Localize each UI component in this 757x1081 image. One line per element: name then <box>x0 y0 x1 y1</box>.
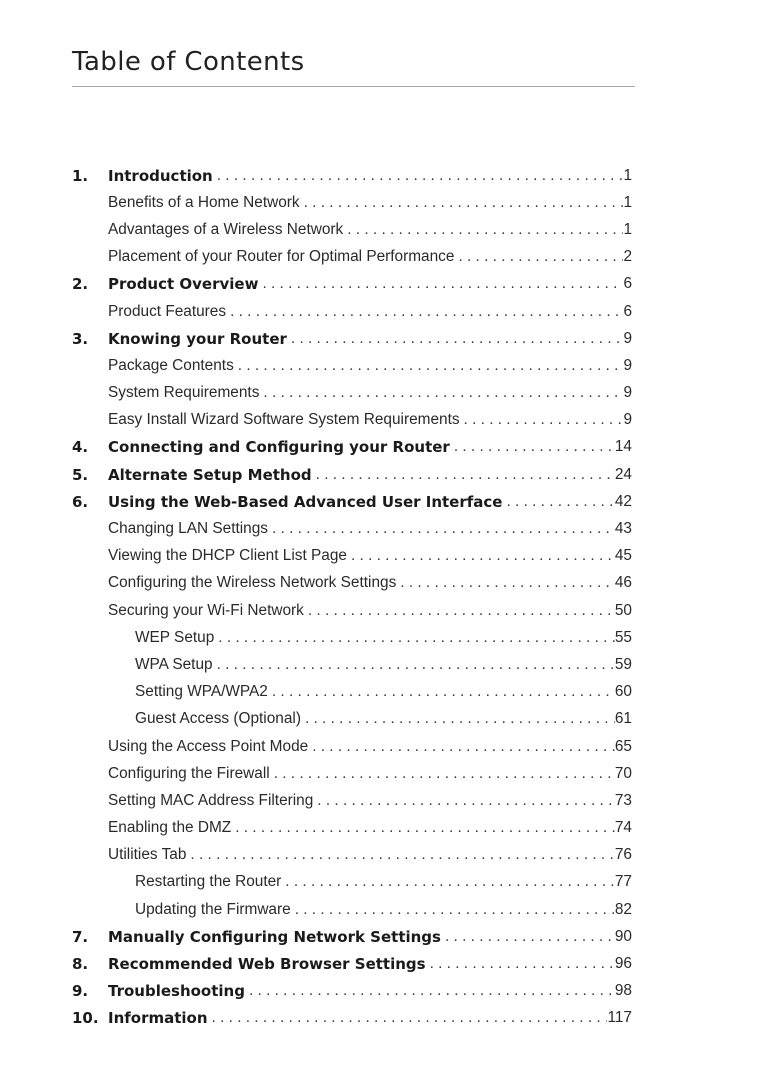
toc-chapter-number: 4. <box>72 438 89 457</box>
toc-entry-label: Setting MAC Address Filtering <box>108 791 314 809</box>
toc-dot-leader <box>214 628 615 648</box>
toc-dot-leader <box>231 818 615 838</box>
toc-dot-leader <box>441 927 615 947</box>
toc-dot-leader <box>258 274 623 294</box>
toc-dot-leader <box>450 437 615 457</box>
toc-page-number: 9 <box>623 384 632 402</box>
toc-page-number: 45 <box>614 547 632 565</box>
toc-page-number: 98 <box>614 982 632 1000</box>
toc-entry-label: Guest Access (Optional) <box>135 710 301 728</box>
toc-subsection-entry[interactable] <box>72 706 632 733</box>
toc-page-number: 9 <box>623 356 632 374</box>
toc-page-number: 82 <box>614 900 632 918</box>
toc-dot-leader <box>259 383 623 403</box>
toc-dot-leader <box>270 764 615 784</box>
toc-entry-label: Updating the Firmware <box>135 900 291 918</box>
toc-entry-label: WEP Setup <box>135 628 215 646</box>
toc-entry-label: Configuring the Firewall <box>108 764 270 782</box>
toc-section-entry[interactable] <box>72 570 632 597</box>
toc-dot-leader <box>213 166 624 186</box>
toc-entry-label: Placement of your Router for Optimal Performance <box>108 248 455 266</box>
toc-page-number: 90 <box>614 927 632 945</box>
toc-section-entry[interactable] <box>72 760 632 787</box>
toc-chapter-entry[interactable] <box>72 434 632 461</box>
toc-entry-label: Connecting and Configuring your Router <box>108 438 450 457</box>
toc-chapter-entry[interactable] <box>72 325 632 352</box>
toc-subsection-entry[interactable] <box>72 679 632 706</box>
toc-dot-leader <box>287 329 624 349</box>
toc-dot-leader <box>300 193 624 213</box>
toc-page-number: 2 <box>623 248 632 266</box>
toc-dot-leader <box>347 546 615 566</box>
toc-page-number: 42 <box>614 492 632 510</box>
toc-entry-label: Restarting the Router <box>135 873 282 891</box>
toc-dot-leader <box>245 981 615 1001</box>
toc-section-entry[interactable] <box>72 380 632 407</box>
toc-section-entry[interactable] <box>72 244 632 271</box>
toc-chapter-number: 1. <box>72 166 89 185</box>
toc-page-number: 74 <box>614 819 632 837</box>
toc-dot-leader <box>313 791 615 811</box>
toc-entry-label: Benefits of a Home Network <box>108 193 300 211</box>
toc-page-number: 96 <box>614 955 632 973</box>
toc-section-entry[interactable] <box>72 842 632 869</box>
toc-chapter-entry[interactable] <box>72 923 632 950</box>
toc-dot-leader <box>268 682 615 702</box>
toc-entry-label: Knowing your Router <box>108 329 287 348</box>
toc-entry-label: Using the Web-Based Advanced User Interface <box>108 492 503 511</box>
toc-page-number: 9 <box>623 411 632 429</box>
toc-dot-leader <box>396 573 615 593</box>
toc-section-entry[interactable] <box>72 815 632 842</box>
toc-entry-label: Utilities Tab <box>108 846 187 864</box>
toc-entry-label: System Requirements <box>108 384 260 402</box>
toc-entry-label: Viewing the DHCP Client List Page <box>108 547 347 565</box>
toc-subsection-entry[interactable] <box>72 651 632 678</box>
toc-subsection-entry[interactable] <box>72 624 632 651</box>
toc-chapter-entry[interactable] <box>72 950 632 977</box>
toc-dot-leader <box>460 410 624 430</box>
toc-page-number: 59 <box>614 655 632 673</box>
toc-entry-label: Information <box>108 1009 208 1028</box>
toc-page-number: 1 <box>623 193 632 211</box>
toc-dot-leader <box>213 655 615 675</box>
toc-section-entry[interactable] <box>72 298 632 325</box>
toc-entry-label: Product Features <box>108 302 227 320</box>
table-of-contents <box>72 162 632 1032</box>
toc-chapter-number: 10. <box>72 1009 99 1028</box>
toc-page-number: 6 <box>623 275 632 293</box>
toc-entry-label: Configuring the Wireless Network Settings <box>108 574 397 592</box>
toc-section-entry[interactable] <box>72 216 632 243</box>
toc-page-number: 55 <box>614 628 632 646</box>
toc-section-entry[interactable] <box>72 407 632 434</box>
toc-chapter-number: 9. <box>72 982 89 1001</box>
toc-page-number: 76 <box>614 846 632 864</box>
toc-chapter-entry[interactable] <box>72 488 632 515</box>
toc-entry-label: Introduction <box>108 166 213 185</box>
toc-page-number: 50 <box>614 601 632 619</box>
toc-dot-leader <box>304 601 615 621</box>
toc-dot-leader <box>186 845 614 865</box>
toc-entry-label: Alternate Setup Method <box>108 465 312 484</box>
toc-page-number: 46 <box>614 574 632 592</box>
toc-section-entry[interactable] <box>72 189 632 216</box>
toc-section-entry[interactable] <box>72 787 632 814</box>
toc-subsection-entry[interactable] <box>72 896 632 923</box>
toc-page-number: 70 <box>614 764 632 782</box>
toc-dot-leader <box>454 247 623 267</box>
toc-chapter-number: 8. <box>72 955 89 974</box>
toc-chapter-number: 2. <box>72 275 89 294</box>
toc-entry-label: Enabling the DMZ <box>108 819 232 837</box>
toc-chapter-entry[interactable] <box>72 1005 632 1032</box>
toc-page-number: 24 <box>614 465 632 483</box>
toc-dot-leader <box>312 465 615 485</box>
toc-section-entry[interactable] <box>72 543 632 570</box>
toc-chapter-number: 3. <box>72 329 89 348</box>
toc-dot-leader <box>308 737 615 757</box>
toc-chapter-entry[interactable] <box>72 461 632 488</box>
toc-entry-label: Advantages of a Wireless Network <box>108 220 344 238</box>
toc-entry-label: Easy Install Wizard Software System Requirements <box>108 411 460 429</box>
title-divider <box>72 86 635 87</box>
toc-page-number: 9 <box>623 329 632 347</box>
toc-dot-leader <box>291 900 615 920</box>
toc-section-entry[interactable] <box>72 733 632 760</box>
toc-dot-leader <box>226 302 623 322</box>
page-title: Table of Contents <box>72 47 305 77</box>
toc-entry-label: Manually Configuring Network Settings <box>108 927 441 946</box>
toc-entry-label: Recommended Web Browser Settings <box>108 955 426 974</box>
toc-page-number: 43 <box>614 520 632 538</box>
toc-dot-leader <box>234 356 624 376</box>
toc-entry-label: Package Contents <box>108 356 234 374</box>
toc-chapter-entry[interactable] <box>72 978 632 1005</box>
toc-page-number: 14 <box>614 438 632 456</box>
toc-entry-label: Product Overview <box>108 275 259 294</box>
toc-section-entry[interactable] <box>72 597 632 624</box>
toc-entry-label: Troubleshooting <box>108 982 245 1001</box>
toc-dot-leader <box>426 954 615 974</box>
toc-chapter-entry[interactable] <box>72 271 632 298</box>
toc-chapter-number: 7. <box>72 927 89 946</box>
toc-page-number: 61 <box>614 710 632 728</box>
toc-page-number: 77 <box>614 873 632 891</box>
toc-page-number: 1 <box>623 220 632 238</box>
toc-page-number: 1 <box>623 166 632 184</box>
toc-entry-label: Using the Access Point Mode <box>108 737 309 755</box>
toc-dot-leader <box>502 492 614 512</box>
toc-dot-leader <box>208 1008 608 1028</box>
toc-page-number: 117 <box>607 1009 632 1027</box>
toc-entry-label: WPA Setup <box>135 655 213 673</box>
toc-entry-label: Securing your Wi-Fi Network <box>108 601 304 619</box>
toc-dot-leader <box>301 709 615 729</box>
toc-dot-leader <box>343 220 623 240</box>
toc-page-number: 73 <box>614 791 632 809</box>
toc-dot-leader <box>268 519 615 539</box>
toc-page-number: 65 <box>614 737 632 755</box>
toc-section-entry[interactable] <box>72 515 632 542</box>
toc-entry-label: Changing LAN Settings <box>108 520 268 538</box>
toc-chapter-number: 6. <box>72 492 89 511</box>
toc-dot-leader <box>281 872 615 892</box>
toc-chapter-entry[interactable] <box>72 162 632 189</box>
toc-entry-label: Setting WPA/WPA2 <box>135 683 268 701</box>
toc-page-number: 60 <box>614 683 632 701</box>
toc-subsection-entry[interactable] <box>72 869 632 896</box>
toc-chapter-number: 5. <box>72 465 89 484</box>
toc-section-entry[interactable] <box>72 352 632 379</box>
toc-page-number: 6 <box>623 302 632 320</box>
